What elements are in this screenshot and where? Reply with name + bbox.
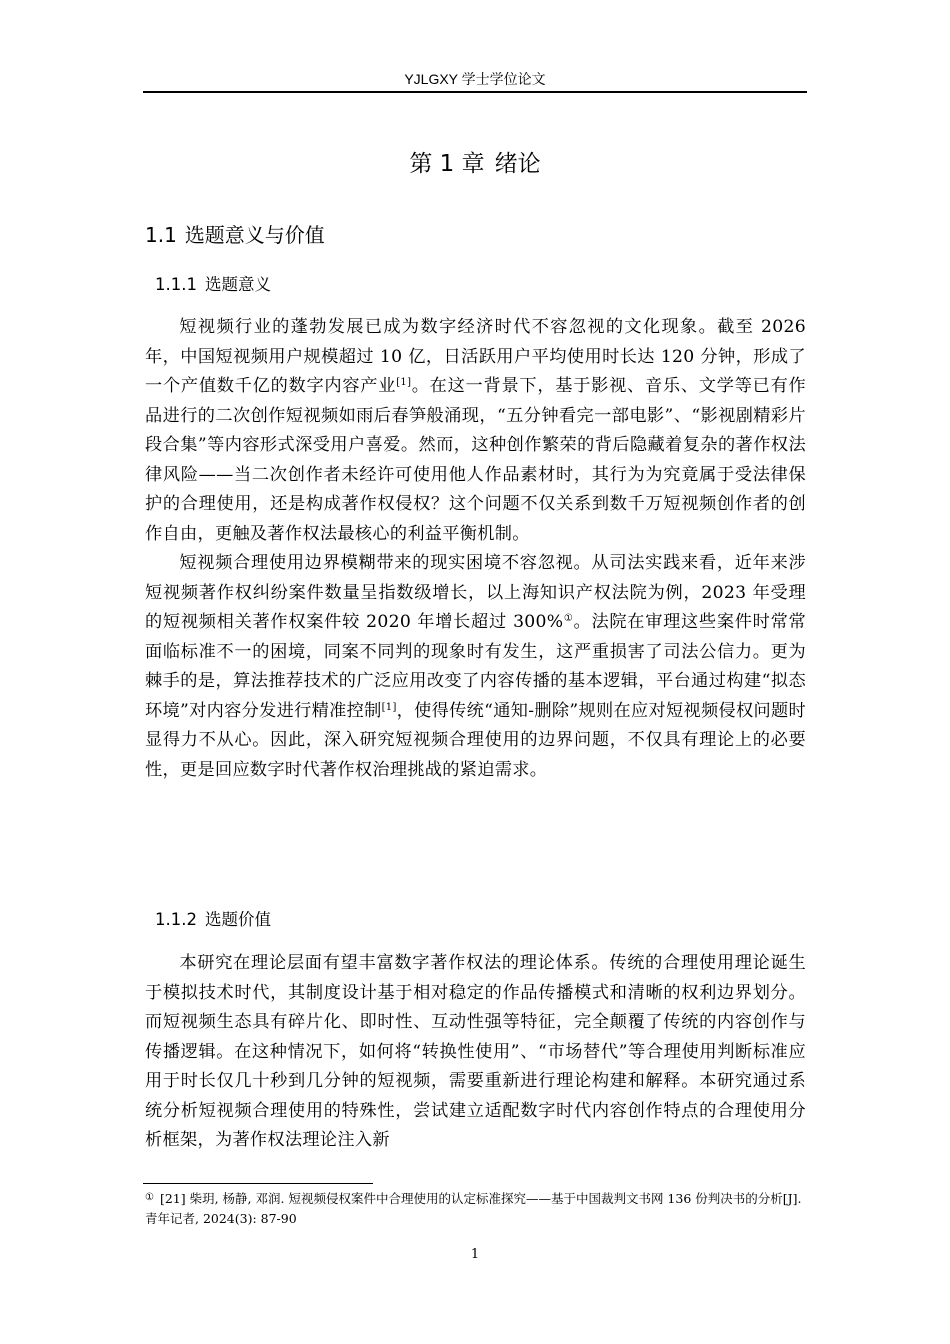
text-run: 。在这一背景下，基于影视、音乐、文学等已有作品进行的二次创作短视频如雨后春笋般涌现，“五分钟看完一部电影”、“影视剧精彩片段合集”等内容形式深受用户喜爱。然而，这种创作繁荣的背后隐藏着复杂的著作权法律风险——当二次创作者未经许可使用他人作品素材时，其行为为究竟属于受法律保护的合理使用，还是构成著作权侵权？这个问题不仅关系到数千万短视频创作者的创作自由，更触及著作权法最核心的利益平衡机制。 [145,376,807,544]
subsection-body-1 [145,313,806,785]
section-number: 1.1 [145,223,177,247]
text-run: ，使得传统“通知-删除”规则在应对短视频侵权问题时显得力不从心。因此，深入研究短视频合理使用的边界问题，不仅具有理论上的必要性，更是回应数字时代著作权治理挑战的紧迫需求。 [145,700,806,780]
footnote-text: [21] 柴玥, 杨静, 邓润. 短视频侵权案件中合理使用的认定标准探究——基于中国裁判文书网 136 份判决书的分析[J]. 青年记者, 2024(3): 87-90 [145,1191,802,1226]
footnote-marker: ① [563,613,574,624]
citation-marker: [1] [396,377,412,388]
subsection-body-2 [145,949,806,1156]
subsection-heading-2 [155,907,271,933]
footnote [145,1188,805,1229]
body-paragraph [145,949,806,1156]
subsection-number: 1.1.1 [155,275,197,294]
text-run: 短视频合理使用边界模糊带来的现实困境不容忽视。从司法实践来看，近年来涉短视频著作权纠纷案件数量呈指数级增长，以上海知识产权法院为例，2023 年受理的短视频相关著作权案件较 2020 年增长超过 300% [145,553,806,632]
chapter-number: 第 1 章 [409,151,485,177]
footnote-mark: ① [145,1192,154,1203]
subsection-title: 选题意义 [204,275,271,294]
subsection-heading-1 [155,272,271,298]
citation-marker: [1] [381,701,397,713]
text-run: 。法院在审理这些案件时常常面临标准不一的困境，同案不同判的现象时有发生，这严重损害了司法公信力。更为棘手的是，算法推荐技术的广泛应用改变了内容传播的基本逻辑，平台通过构建“拟态环境”对内容分发进行精准控制 [145,612,806,721]
subsection-number: 1.1.2 [155,910,197,929]
text-run: 本研究在理论层面有望丰富数字著作权法的理论体系。传统的合理使用理论诞生于模拟技术时代，其制度设计基于相对稳定的作品传播模式和清晰的权利边界划分。而短视频生态具有碎片化、即时性、互动性强等特征，完全颠覆了传统的内容创作与传播逻辑。在这种情况下，如何将“转换性使用”、“市场替代”等合理使用判断标准应用于时长仅几十秒到几分钟的短视频，需要重新进行理论构建和解释。本研究通过系统分析短视频合理使用的特殊性，尝试建立适配数字时代内容创作特点的合理使用分析框架，为著作权法理论注入新 [145,953,806,1150]
chapter-title: 绪论 [494,151,541,177]
section-heading [145,220,325,250]
footnote-separator [143,1183,373,1184]
text-run: 短视频行业的蓬勃发展已成为数字经济时代不容忽视的文化现象。截至 2026 年，中国短视频用户规模超过 10 亿，日活跃用户平均使用时长达 120 分钟，形成了一个产值数千亿的数字内容产业 [145,317,806,396]
header-rule [143,91,807,93]
subsection-title: 选题价值 [204,910,271,929]
body-paragraph [145,549,806,785]
section-title: 选题意义与价值 [184,223,325,247]
chapter-heading [143,148,807,180]
body-paragraph [145,313,806,549]
running-header: YJLGXY 学士学位论文 [404,71,546,87]
page-number: 1 [470,1247,480,1262]
